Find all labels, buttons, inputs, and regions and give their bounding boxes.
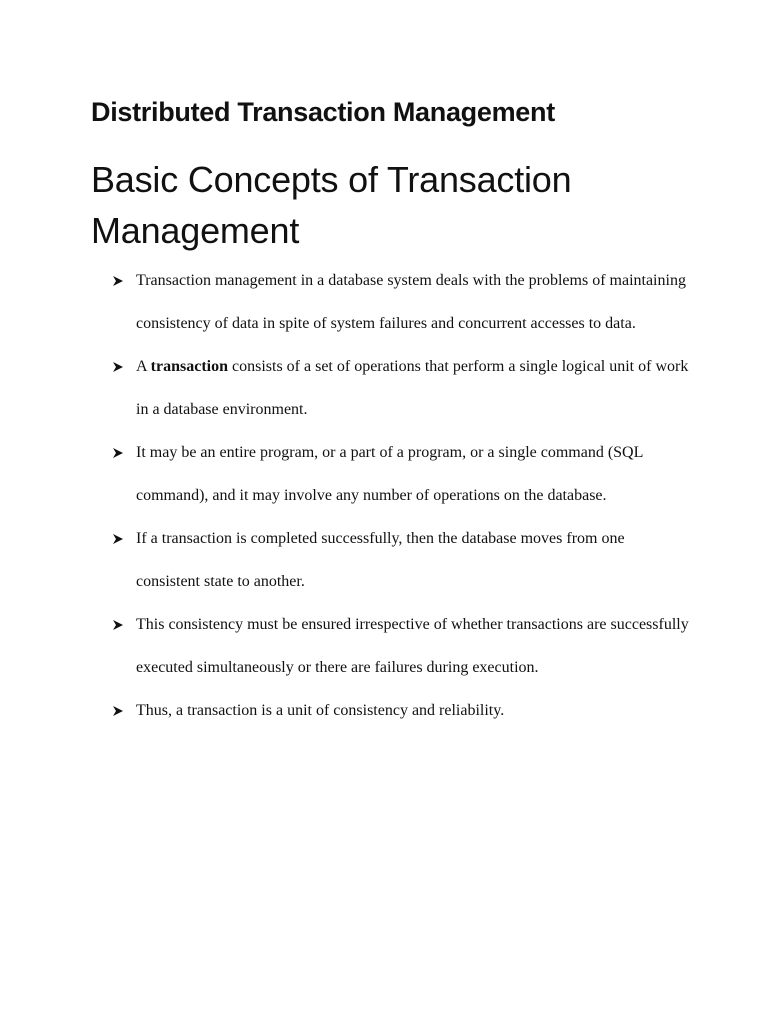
- arrowhead-bullet-icon: [112, 690, 126, 733]
- bullet-text: Transaction management in a database system deals with the problems of maintaining consistency of data in spite of system failures and concurrent accesses to data.: [136, 272, 686, 332]
- bullet-item: [112, 518, 692, 603]
- bullet-item: [112, 432, 692, 517]
- bullet-text: [136, 358, 688, 418]
- bullet-text-suffix: consists of a set of operations that perform a single logical unit of work in a database environment.: [136, 358, 689, 418]
- bullet-text: It may be an entire program, or a part of a program, or a single command (SQL command), and it may involve any number of operations on the database.: [136, 444, 643, 504]
- bullet-item: [112, 604, 692, 689]
- section-heading: Basic Concepts of Transaction Management: [91, 159, 572, 251]
- bullet-item: [112, 346, 692, 431]
- bullet-text: If a transaction is completed successfully, then the database moves from one consistent state to another.: [136, 530, 625, 590]
- bullet-text: Thus, a transaction is a unit of consistency and reliability.: [136, 702, 505, 719]
- arrowhead-bullet-icon: [112, 432, 126, 475]
- document-title: Distributed Transaction Management: [91, 97, 555, 127]
- arrowhead-bullet-icon: [112, 518, 126, 561]
- bold-term: transaction: [150, 358, 228, 375]
- arrowhead-bullet-icon: [112, 346, 126, 389]
- bullet-list: [112, 260, 692, 734]
- bullet-text-prefix: A: [136, 358, 151, 375]
- arrowhead-bullet-icon: [112, 604, 126, 647]
- bullet-item: [112, 690, 692, 733]
- arrowhead-bullet-icon: [112, 260, 126, 303]
- bullet-text: This consistency must be ensured irrespective of whether transactions are successfully executed simultaneously or there are failures during execution.: [136, 616, 689, 676]
- bullet-item: [112, 260, 692, 345]
